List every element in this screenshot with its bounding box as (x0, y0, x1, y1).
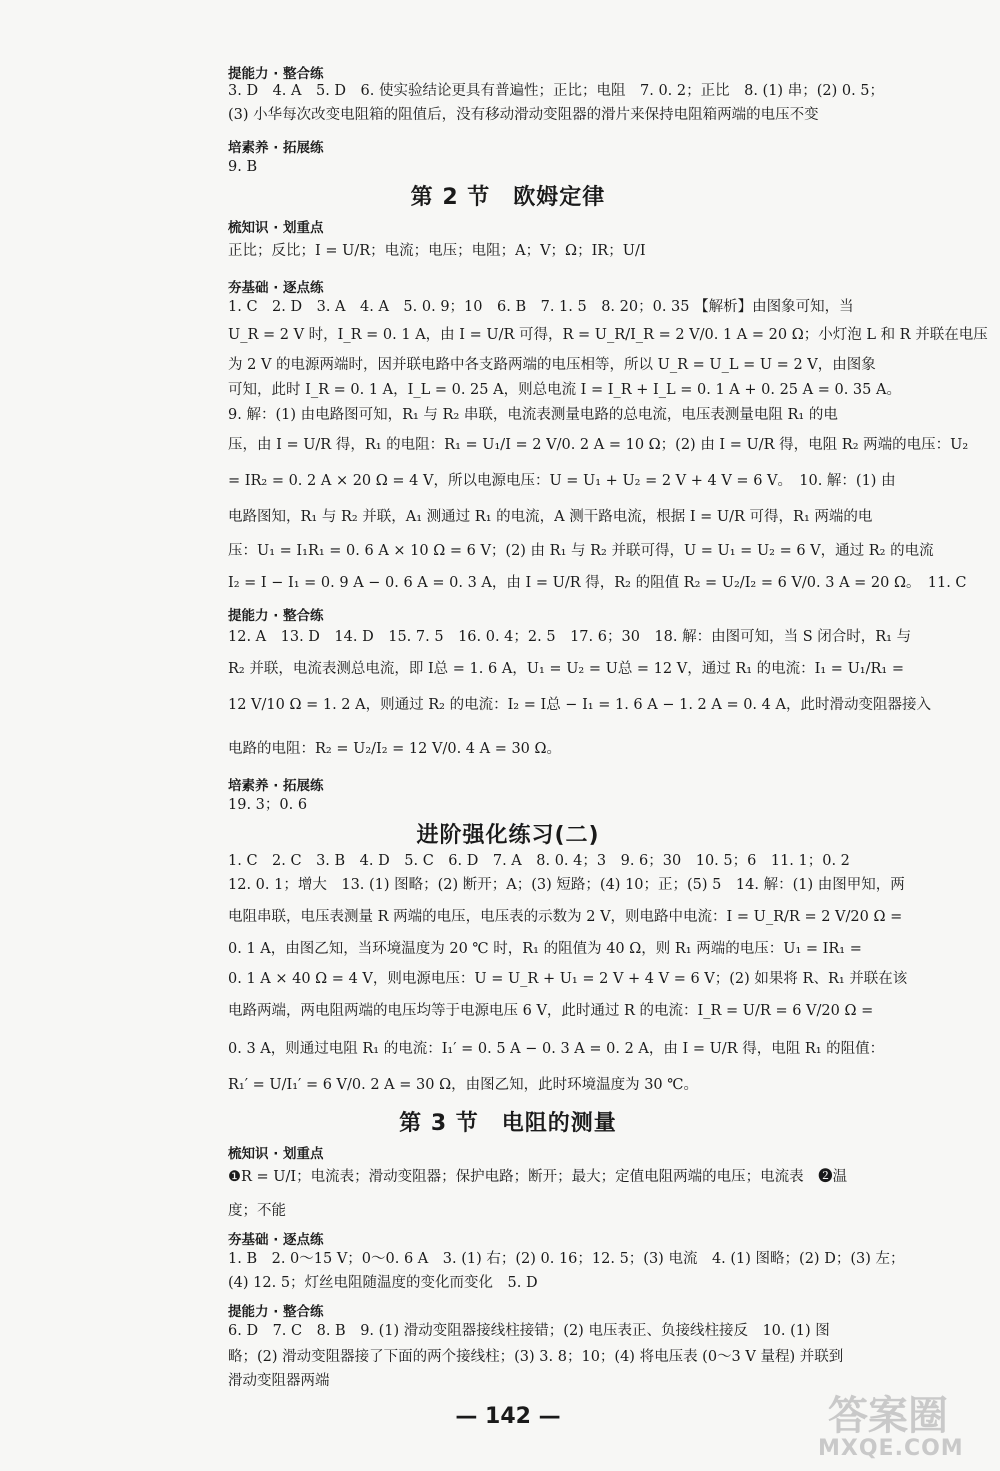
answer-line: 9. 解：(1) 由电路图可知，R₁ 与 R₂ 串联，电流表测量电路的总电流，电压表测量电阻 R₁ 的电 (228, 407, 838, 423)
answer-line: 1. C 2. C 3. B 4. D 5. C 6. D 7. A 8. 0. 4；3 9. 6；30 10. 5；6 11. 1；0. 2 (228, 853, 850, 869)
answer-line: 度；不能 (228, 1203, 286, 1219)
answer-line: 0. 1 A，由图乙知，当环境温度为 20 ℃ 时，R₁ 的阻值为 40 Ω，则 R₁ 两端的电压：U₁ = IR₁ = (228, 941, 862, 957)
answer-line: 为 2 V 的电源两端时，因并联电路中各支路两端的电压相等，所以 U_R = U_L = U = 2 V，由图象 (228, 357, 876, 373)
answer-line: 1. B 2. 0～15 V；0～0. 6 A 3. (1) 右；(2) 0. 16；12. 5；(3) 电流 4. (1) 图略；(2) D；(3) 左； (228, 1251, 905, 1267)
answer-line: 0. 1 A × 40 Ω = 4 V，则电源电压：U = U_R + U₁ = 2 V + 4 V = 6 V；(2) 如果将 R、R₁ 并联在该 (228, 971, 908, 987)
watermark-url: MXQE.COM (818, 1436, 964, 1461)
section-heading: 进阶强化练习(二) (416, 823, 600, 848)
answer-line: R₁′ = U/I₁′ = 6 V/0. 2 A = 30 Ω，由图乙知，此时环境温度为 30 ℃。 (228, 1077, 698, 1093)
answer-line: R₂ 并联，电流表测总电流，即 I总 = 1. 6 A，U₁ = U₂ = U总 = 12 V，通过 R₁ 的电流：I₁ = U₁/R₁ = (228, 661, 904, 677)
answer-line: ❶R = U/I；电流表；滑动变阻器；保护电路；断开；最大；定值电阻两端的电压；电流表 ❷温 (228, 1169, 848, 1185)
section-label: 培素养 · 拓展练 (228, 778, 324, 794)
answer-line: 压：U₁ = I₁R₁ = 0. 6 A × 10 Ω = 6 V；(2) 由 R₁ 与 R₂ 并联可得，U = U₁ = U₂ = 6 V，通过 R₂ 的电流 (228, 543, 934, 559)
answer-line: U_R = 2 V 时，I_R = 0. 1 A，由 I = U/R 可得，R = U_R/I_R = 2 V/0. 1 A = 20 Ω；小灯泡 L 和 R 并联在电压 (228, 327, 988, 343)
answer-line: 1. C 2. D 3. A 4. A 5. 0. 9；10 6. B 7. 1. 5 8. 20；0. 35 【解析】由图象可知，当 (228, 299, 854, 315)
answer-line: 可知，此时 I_R = 0. 1 A，I_L = 0. 25 A，则总电流 I = I_R + I_L = 0. 1 A + 0. 25 A = 0. 35 A。 (228, 382, 901, 398)
section-label: 提能力 · 整合练 (228, 66, 324, 82)
answer-line: (3) 小华每次改变电阻箱的阻值后，没有移动滑动变阻器的滑片来保持电阻箱两端的电压不变 (228, 107, 819, 123)
answer-line: = IR₂ = 0. 2 A × 20 Ω = 4 V，所以电源电压：U = U₁ + U₂ = 2 V + 4 V = 6 V。 10. 解：(1) 由 (228, 473, 896, 489)
answer-line: (4) 12. 5；灯丝电阻随温度的变化而变化 5. D (228, 1275, 538, 1291)
answer-line: 正比；反比；I = U/R；电流；电压；电阻；A；V；Ω；IR；U/I (228, 243, 646, 259)
answer-line: 6. D 7. C 8. B 9. (1) 滑动变阻器接线柱接错；(2) 电压表正、负接线柱接反 10. (1) 图 (228, 1323, 830, 1339)
page-number: — 142 — (455, 1404, 561, 1429)
section-label: 提能力 · 整合练 (228, 608, 324, 624)
section-heading: 第 2 节 欧姆定律 (410, 185, 606, 210)
answer-line: 电路的电阻：R₂ = U₂/I₂ = 12 V/0. 4 A = 30 Ω。 (228, 741, 562, 757)
answer-line: 12 V/10 Ω = 1. 2 A，则通过 R₂ 的电流：I₂ = I总 − I₁ = 1. 6 A − 1. 2 A = 0. 4 A，此时滑动变阻器接入 (228, 697, 931, 713)
section-label: 培素养 · 拓展练 (228, 140, 324, 156)
answer-line: 略；(2) 滑动变阻器接了下面的两个接线柱；(3) 3. 8；10；(4) 将电压表 (0～3 V 量程) 并联到 (228, 1349, 844, 1365)
section-label: 梳知识 · 划重点 (228, 1146, 324, 1162)
answer-line: I₂ = I − I₁ = 0. 9 A − 0. 6 A = 0. 3 A，由 I = U/R 得，R₂ 的阻值 R₂ = U₂/I₂ = 6 V/0. 3 A = 20 Ω。 11. C (228, 575, 967, 591)
answer-line: 滑动变阻器两端 (228, 1373, 330, 1389)
section-label: 夯基础 · 逐点练 (228, 1232, 324, 1248)
section-heading: 第 3 节 电阻的测量 (399, 1111, 617, 1136)
answer-line: 3. D 4. A 5. D 6. 使实验结论更具有普遍性；正比；电阻 7. 0. 2；正比 8. (1) 串；(2) 0. 5； (228, 83, 885, 99)
section-label: 夯基础 · 逐点练 (228, 280, 324, 296)
answer-line: 19. 3；0. 6 (228, 797, 308, 813)
answer-line: 电路两端，两电阻两端的电压均等于电源电压 6 V，此时通过 R 的电流：I_R = U/R = 6 V/20 Ω = (228, 1003, 874, 1019)
answer-line: 电阻串联，电压表测量 R 两端的电压，电压表的示数为 2 V，则电路中电流：I = U_R/R = 2 V/20 Ω = (228, 909, 903, 925)
section-label: 梳知识 · 划重点 (228, 220, 324, 236)
watermark-logo: 答案圈 (828, 1393, 948, 1439)
answer-line: 0. 3 A，则通过电阻 R₁ 的电流：I₁′ = 0. 5 A − 0. 3 A = 0. 2 A，由 I = U/R 得，电阻 R₁ 的阻值： (228, 1041, 885, 1057)
section-label: 提能力 · 整合练 (228, 1304, 324, 1320)
answer-line: 压，由 I = U/R 得，R₁ 的电阻：R₁ = U₁/I = 2 V/0. 2 A = 10 Ω；(2) 由 I = U/R 得，电阻 R₂ 两端的电压：U₂ (228, 437, 969, 453)
answer-line: 电路图知，R₁ 与 R₂ 并联，A₁ 测通过 R₁ 的电流，A 测干路电流，根据 I = U/R 可得，R₁ 两端的电 (228, 509, 873, 525)
answer-line: 9. B (228, 159, 258, 175)
answer-line: 12. A 13. D 14. D 15. 7. 5 16. 0. 4；2. 5 17. 6；30 18. 解：由图可知，当 S 闭合时，R₁ 与 (228, 629, 912, 645)
answer-line: 12. 0. 1；增大 13. (1) 图略；(2) 断开；A；(3) 短路；(4) 10；正；(5) 5 14. 解：(1) 由图甲知，两 (228, 877, 905, 893)
